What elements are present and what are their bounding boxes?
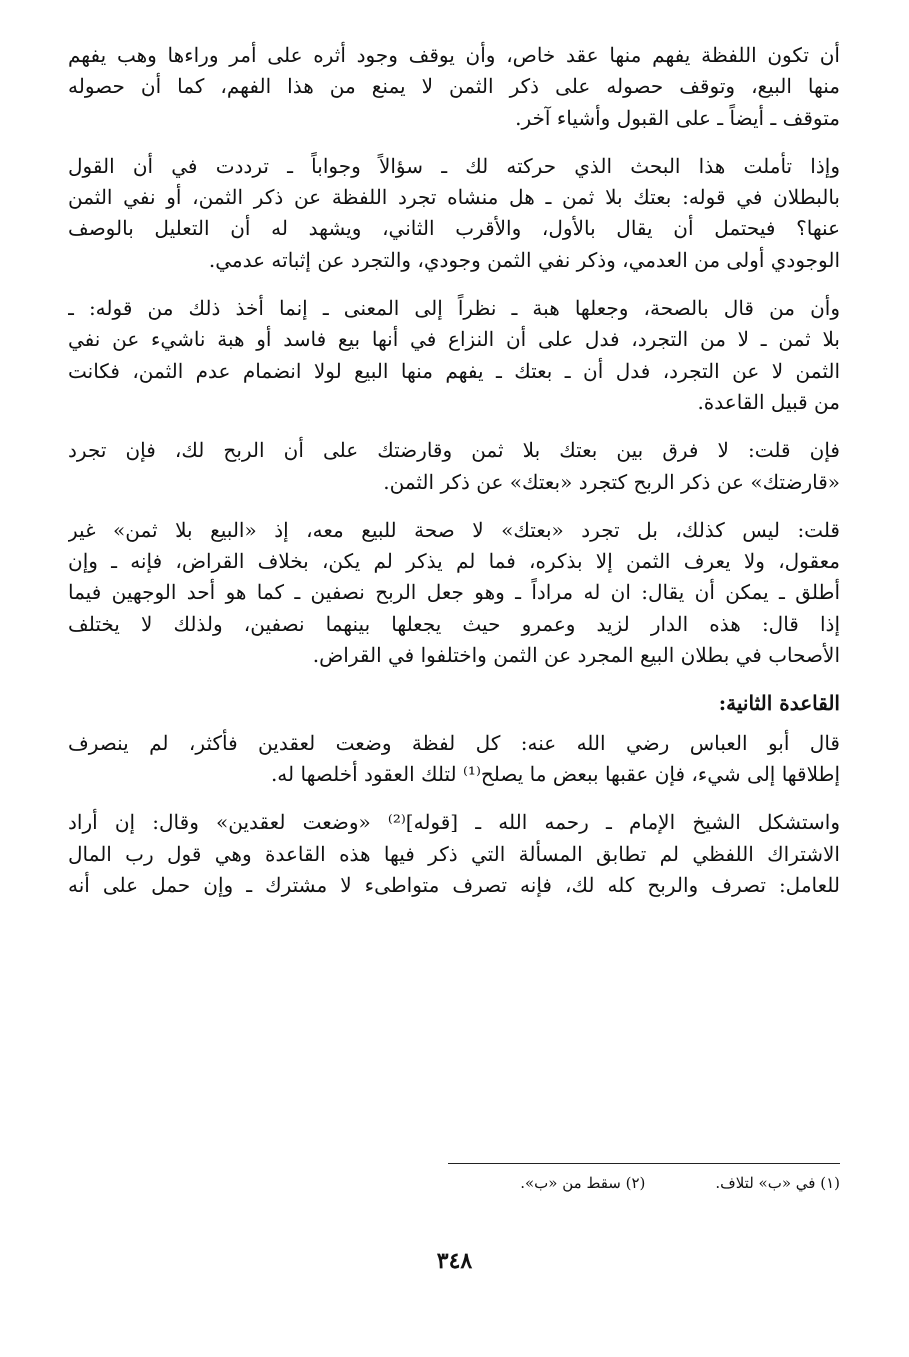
- text-line: فإن قلت: لا فرق بين بعتك بلا ثمن وقارضتك على أن الربح لك، فإن تجرد: [68, 438, 840, 463]
- paragraph-2: [68, 151, 840, 276]
- paragraph-4: [68, 435, 840, 498]
- footnote-1: (١) في «ب» لتلاف.: [715, 1174, 840, 1192]
- text-line: أن تكون اللفظة يفهم منها عقد خاص، وأن يوقف وجود أثره على أمر وراءها وهب يفهم: [68, 43, 840, 67]
- text-line: قال أبو العباس رضي الله عنه: كل لفظة وضعت لعقدين فأكثر، لم ينصرف: [68, 730, 840, 755]
- text-line: متوقف ـ أيضاً ـ على القبول وأشياء آخر.: [515, 105, 840, 130]
- footnotes: [380, 1172, 840, 1194]
- text-line: الاشتراك اللفظي لم تطابق المسألة التي ذكر فيها هذه القاعدة وهي قول رب المال: [68, 841, 840, 866]
- footnote-divider: [448, 1163, 840, 1164]
- text-line: وأن من قال بالصحة، وجعلها هبة ـ نظراً إلى المعنى ـ إنما أخذ ذلك من قوله: ـ: [68, 296, 840, 321]
- text-line: الأصحاب في بطلان البيع المجرد عن الثمن واختلفوا في القراض.: [312, 643, 840, 668]
- text-line: الوجودي أولى من العدمي، وذكر نفي الثمن وجودي، والتجرد عن إثباته عدمي.: [208, 247, 840, 272]
- text-line: وإذا تأملت هذا البحث الذي حركته لك ـ سؤالاً وجواباً ـ ترددت في أن القول: [68, 153, 840, 178]
- text-line: بلا ثمن ـ لا من التجرد، فدل على أن النزاع في أنها بيع فاسد أو هبة ناشيء عن نفي: [68, 327, 840, 352]
- paragraph-5: [68, 515, 840, 671]
- text-line: الثمن لا عن التجرد، فدل أن ـ بعتك ـ يفهم منها البيع لولا انضمام عدم الثمن، فكانت: [68, 358, 840, 383]
- footnote-2: (٢) سقط من «ب».: [520, 1174, 646, 1192]
- text-line: للعامل: تصرف والربح كله لك، فإنه تصرف متواطىء لا مشترك ـ وإن حمل على أنه: [68, 872, 840, 897]
- paragraph-1: [68, 40, 840, 134]
- text-line: بالبطلان في قوله: بعتك بلا ثمن ـ هل منشاه تجرد اللفظة عن ذكر الثمن، أو نفي الثمن: [68, 185, 840, 210]
- page-number: ٣٤٨: [436, 1248, 473, 1274]
- text-line: من قبيل القاعدة.: [697, 389, 840, 414]
- text-line: عنها؟ فيحتمل أن يقال بالأول، والأقرب الثاني، ويشهد له أن التعليل بالوصف: [68, 216, 840, 241]
- text-line: معقول، ولا يعرف الثمن إلا بذكره، فما لم يذكر لم يكن، بخلاف القراض، فإنه ـ وإن: [68, 549, 840, 574]
- text-line: قلت: ليس كذلك، بل تجرد «بعتك» لا صحة للبيع معه، إذ «البيع بلا ثمن» غير: [68, 517, 840, 542]
- section-heading: القاعدة الثانية:: [718, 691, 840, 716]
- text-line: «قارضتك» عن ذكر الربح كتجرد «بعتك» عن ذكر الثمن.: [383, 469, 840, 494]
- text-line: أطلق ـ يمكن أن يقال: ان له مراداً ـ وهو جعل الربح نصفين ـ كما هو أحد الوجهين فيما: [68, 580, 840, 605]
- paragraph-6: [68, 728, 840, 791]
- text-line: منها البيع، وتوقف حصوله على ذكر الثمن لا يمنع من هذا الفهم، كما أن حصوله: [68, 74, 840, 99]
- paragraph-3: [68, 293, 840, 418]
- text-line: واستشكل الشيخ الإمام ـ رحمه الله ـ [قوله]⁽²⁾ «وضعت لعقدين» وقال: إن أراد: [68, 810, 840, 835]
- text-line: إذا قال: هذه الدار لزيد وعمرو حيث يجعلها بينهما نصفين، ولذلك لا يختلف: [68, 611, 840, 636]
- text-line: إطلاقها إلى شيء، فإن عقبها ببعض ما يصلح⁽¹⁾ لتلك العقود أخلصها له.: [270, 761, 840, 786]
- body-text: [68, 40, 840, 918]
- paragraph-7: [68, 807, 840, 901]
